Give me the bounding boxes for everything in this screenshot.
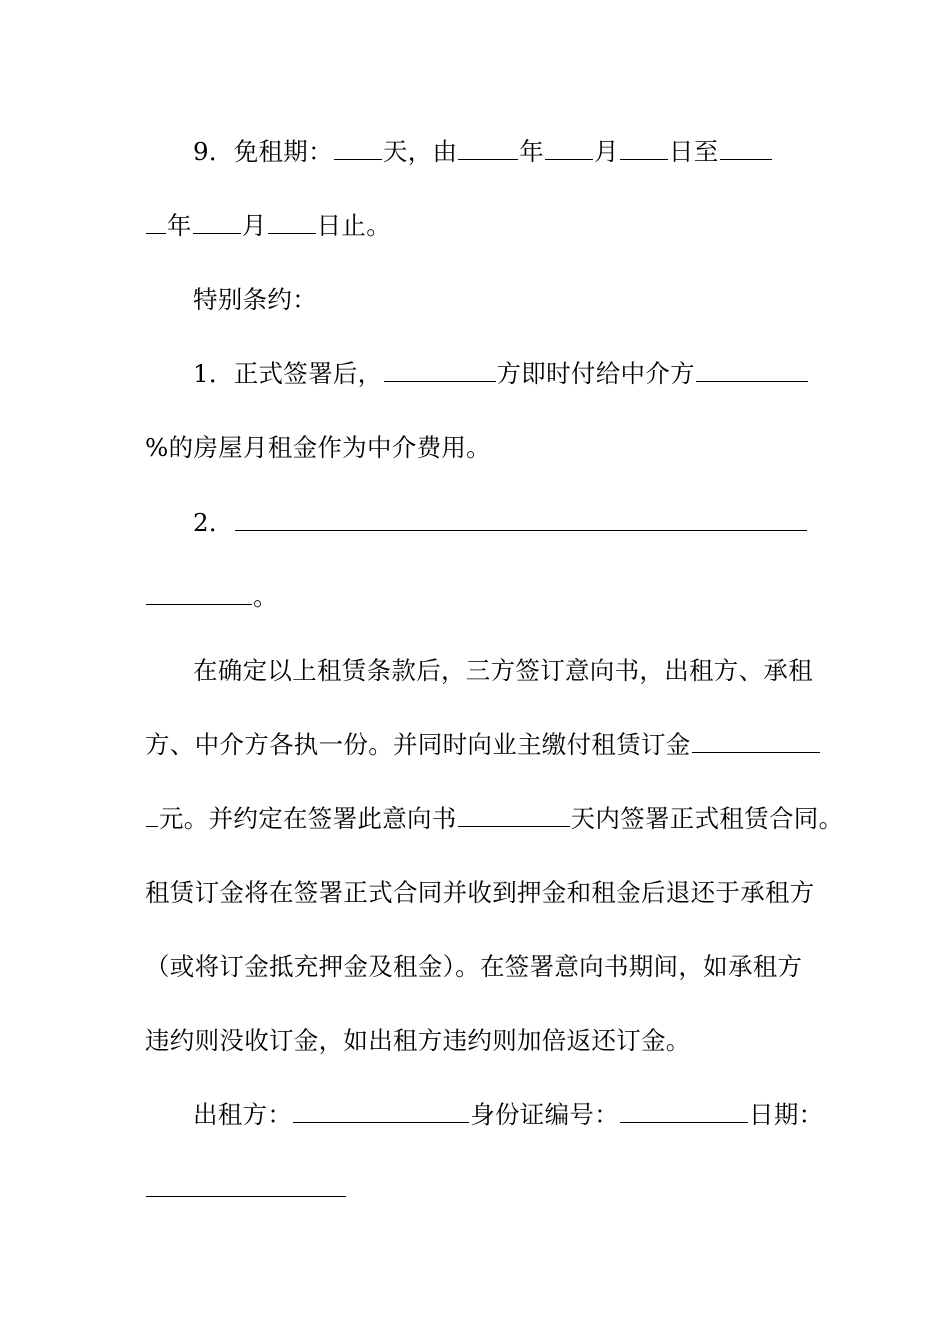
text: %的房屋月租金作为中介费用。 [145,433,491,462]
text: 方、中介方各执一份。并同时向业主缴付租赁订金 [145,730,691,759]
blank-field[interactable] [146,582,252,605]
text: 日期： [749,1100,824,1129]
blank-field[interactable] [146,211,166,234]
paragraph-line-5 [145,951,810,983]
text: 租赁订金将在签署正式合同并收到押金和租金后退还于承租方 [145,878,815,907]
text: 特别条约： [193,285,317,314]
special-term-1-line-2 [145,432,810,464]
blank-field[interactable] [146,804,158,827]
lessor-signature-line [193,1099,858,1131]
blank-field[interactable] [193,211,241,234]
text: 在确定以上租赁条款后，三方签订意向书，出租方、承租 [193,656,813,685]
blank-field[interactable] [692,730,820,753]
text: 身份证编号： [470,1100,620,1129]
blank-field[interactable] [384,359,496,382]
special-term-2-line-1 [193,507,858,539]
text: 日至 [668,137,719,166]
text: 月 [241,211,267,240]
blank-field[interactable] [620,137,668,160]
paragraph-line-1 [193,655,858,687]
blank-field[interactable] [696,359,808,382]
paragraph-line-3 [145,803,844,835]
text: 。 [253,582,278,611]
blank-field[interactable] [268,211,316,234]
blank-field[interactable] [235,508,807,531]
text: 年 [167,211,192,240]
blank-field[interactable] [458,137,518,160]
text: 9．免租期： [193,137,333,166]
text: 1．正式签署后， [193,359,383,388]
special-term-1-line-1 [193,358,858,390]
blank-field[interactable] [293,1100,469,1123]
blank-field[interactable] [458,804,570,827]
clause-9-line-1 [193,136,858,168]
date-blank-line [145,1173,810,1205]
clause-9-line-2 [145,210,810,242]
blank-field[interactable] [545,137,593,160]
text: 年 [519,137,545,166]
special-terms-heading [193,284,858,316]
paragraph-line-2 [145,729,810,761]
text: 月 [594,137,619,166]
text: 出租方： [193,1100,293,1129]
text: 天内签署正式租赁合同。 [570,804,844,833]
text: 方即时付给中介方 [496,359,695,388]
text: 元。并约定在签署此意向书 [159,804,457,833]
text: （或将订金抵充押金及租金）。在签署意向书期间，如承租方 [145,952,803,981]
text: 2． [193,508,234,537]
blank-field[interactable] [334,137,382,160]
text: 日止。 [316,211,392,240]
blank-field[interactable] [620,1100,748,1123]
blank-field[interactable] [720,137,772,160]
text: 违约则没收订金，如出租方违约则加倍返还订金。 [145,1026,691,1055]
blank-field[interactable] [146,1174,346,1197]
paragraph-line-6 [145,1025,810,1057]
paragraph-line-4 [145,877,815,909]
special-term-2-line-2 [145,581,810,613]
text: 天，由 [382,137,458,166]
